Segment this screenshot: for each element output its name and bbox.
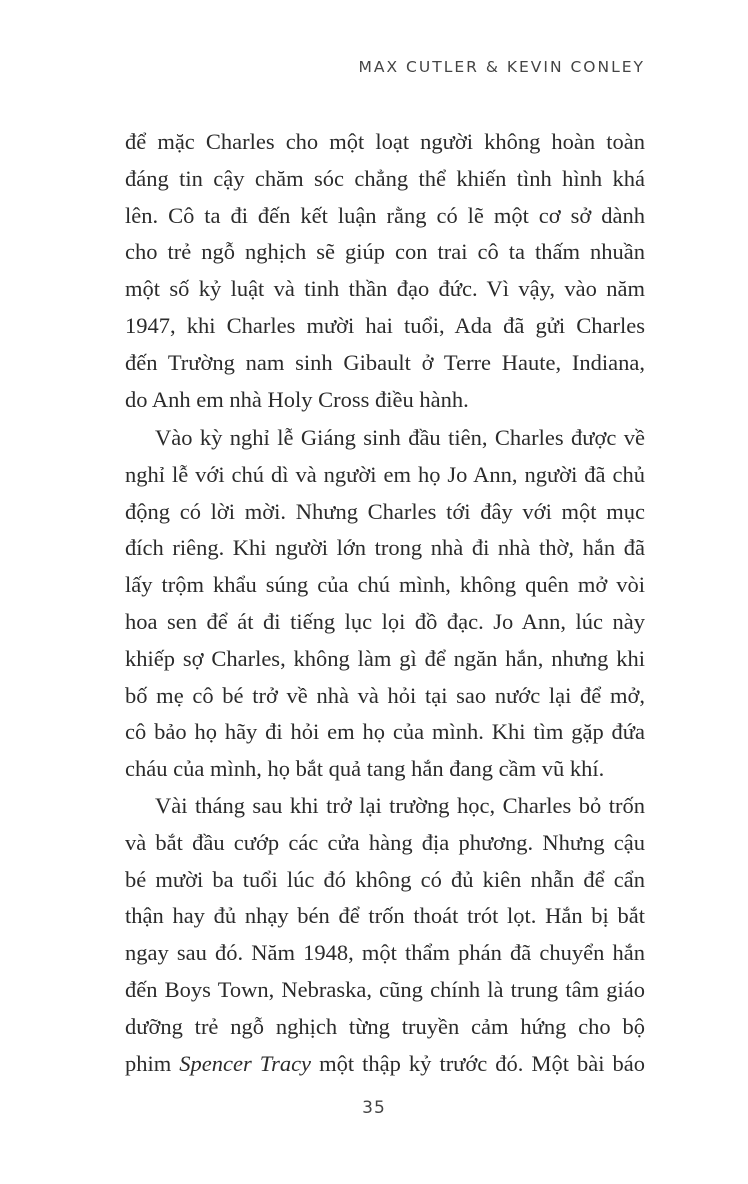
text-line: lên. Cô ta đi đến kết luận rằng có lẽ một cơ sở dành [125, 202, 645, 228]
text-line: dưỡng trẻ ngỗ nghịch từng truyền cảm hứng cho bộ [125, 1013, 645, 1039]
text-line: bố mẹ cô bé trở về nhà và hỏi tại sao nước lại để mở, [125, 682, 645, 708]
text-line: bé mười ba tuổi lúc đó không có đủ kiên nhẫn để cẩn [125, 866, 645, 892]
running-head: MAX CUTLER & KEVIN CONLEY [358, 58, 645, 76]
text-line: và bắt đầu cướp các cửa hàng địa phương. Nhưng cậu [125, 829, 645, 855]
text-line: lấy trộm khẩu súng của chú mình, không quên mở vòi [125, 572, 645, 598]
text-line: động có lời mời. Nhưng Charles tới đây với một mục [125, 498, 645, 524]
text-line: đến Boys Town, Nebraska, cũng chính là trung tâm giáo [125, 976, 645, 1002]
text-line: ngay sau đó. Năm 1948, một thẩm phán đã chuyển hắn [125, 940, 645, 966]
paragraph-1 [125, 124, 645, 418]
text-line: Vài tháng sau khi trở lại trường học, Charles bỏ trốn [155, 793, 645, 818]
paragraph-3 [125, 788, 645, 1082]
text-line: Vào kỳ nghỉ lễ Giáng sinh đầu tiên, Charles được về [155, 425, 645, 450]
text-line: thận hay đủ nhạy bén để trốn thoát trót lọt. Hắn bị bắt [125, 903, 645, 929]
film-title: Spencer Tracy [179, 1050, 312, 1076]
text-line [125, 1046, 645, 1083]
text-segment: một thập kỷ trước đó. Một bài báo [311, 1050, 646, 1076]
text-line: để mặc Charles cho một loạt người không hoàn toàn [125, 129, 645, 154]
text-line: do Anh em nhà Holy Cross điều hành. [125, 386, 469, 412]
text-line: 1947, khi Charles mười hai tuổi, Ada đã gửi Charles [125, 312, 645, 338]
text-line: một số kỷ luật và tinh thần đạo đức. Vì vậy, vào năm [125, 276, 645, 302]
paragraph-2 [125, 420, 645, 788]
text-segment: phim [125, 1050, 180, 1076]
text-line: cháu của mình, họ bắt quả tang hắn đang cầm vũ khí. [125, 756, 605, 782]
text-line: cô bảo họ hãy đi hỏi em họ của mình. Khi tìm gặp đứa [125, 719, 645, 745]
text-line: đáng tin cậy chăm sóc chẳng thể khiến tình hình khá [125, 165, 645, 191]
text-line: đích riêng. Khi người lớn trong nhà đi nhà thờ, hắn đã [125, 535, 645, 561]
text-line: khiếp sợ Charles, không làm gì để ngăn hắn, nhưng khi [125, 645, 645, 671]
text-line: đến Trường nam sinh Gibault ở Terre Haute, Indiana, [125, 349, 645, 375]
page-number: 35 [362, 1098, 386, 1118]
text-line: cho trẻ ngỗ nghịch sẽ giúp con trai cô ta thấm nhuần [125, 239, 645, 265]
text-line: nghỉ lễ với chú dì và người em họ Jo Ann, người đã chủ [125, 461, 645, 487]
text-line: hoa sen để át đi tiếng lục lọi đồ đạc. Jo Ann, lúc này [125, 608, 645, 634]
